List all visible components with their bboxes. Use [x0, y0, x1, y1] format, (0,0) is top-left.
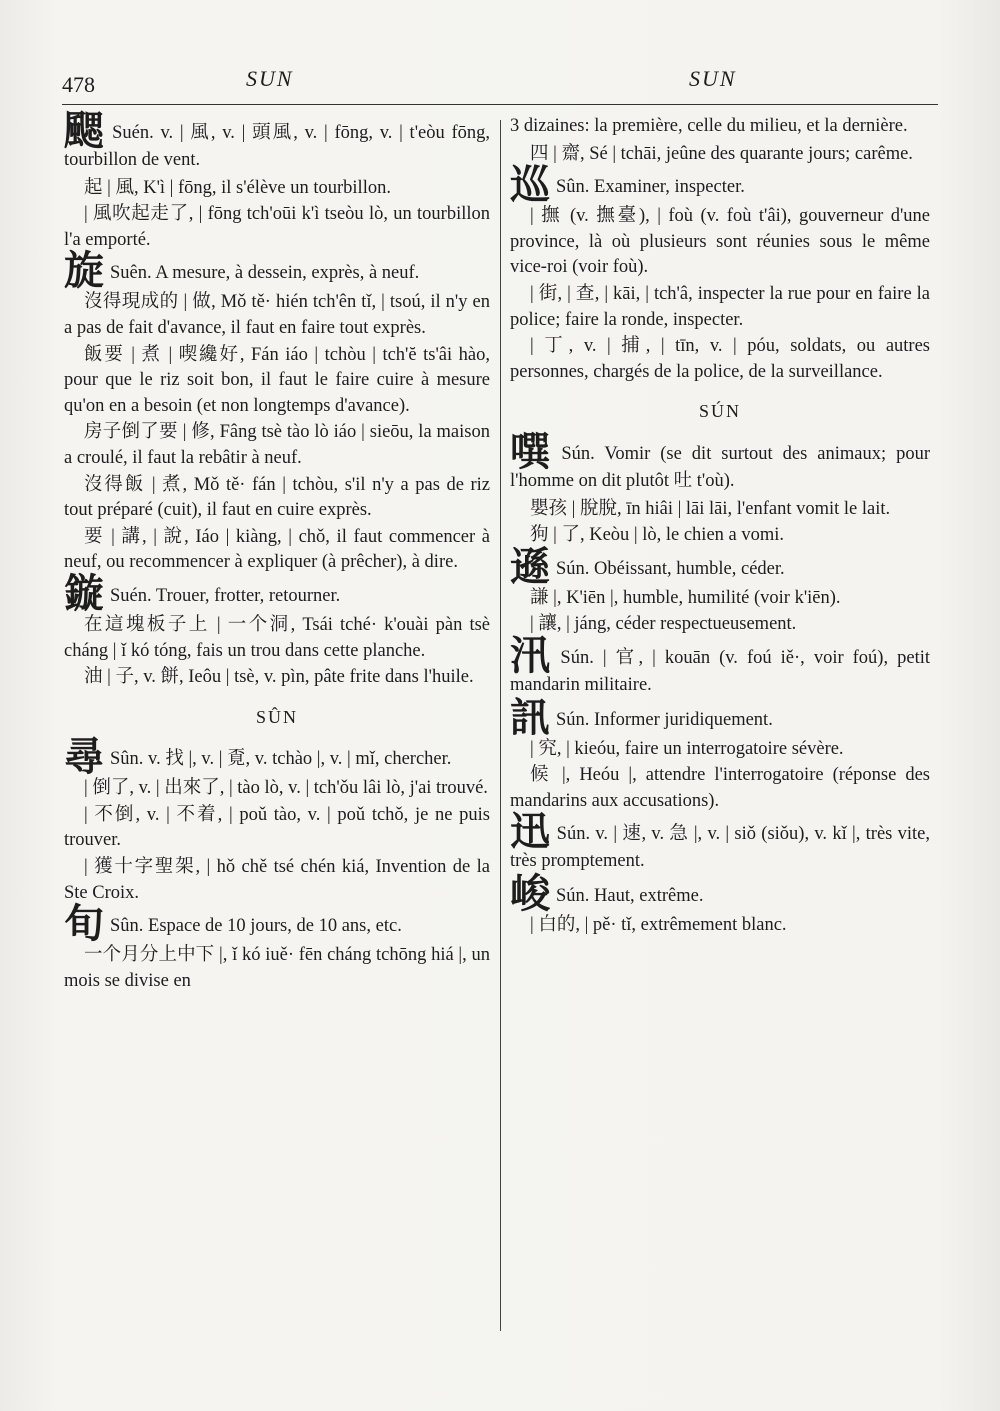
headword-character: 遜 [510, 543, 550, 590]
example-line: | 風吹起走了, | fōng tch'oūi k'ì tseòu lò, un tourbillon l'a emporté. [64, 204, 490, 250]
example-line: | 丁, v. | 捕, | tīn, v. | póu, soldats, ou autres personnes, chargés de la police, de la surveillance. [510, 336, 930, 382]
continued-text: 3 dizaines: la première, celle du milieu, et la dernière. [510, 116, 908, 136]
dictionary-entry [510, 543, 930, 590]
dictionary-entry [64, 248, 490, 295]
entry-definition: Sún. Obéissant, humble, céder. [556, 558, 785, 579]
headword-character: 訊 [510, 694, 550, 741]
dictionary-entry [510, 694, 930, 741]
example-line: 在這塊板子上 | 一个洞, Tsái tché· k'ouài pàn tsè cháng | ǐ kó tóng, fais un trou dans cette planche. [64, 614, 490, 661]
example-line: | 獲十字聖架, | hǒ chě tsé chén kiá, Invention de la Ste Croix. [64, 857, 490, 903]
headword-character: 颸 [64, 108, 107, 154]
page-header [62, 60, 940, 100]
entry-definition: Sûn. Examiner, inspecter. [556, 177, 745, 198]
headword-character: 汛 [510, 632, 555, 679]
section-heading: SÛN [255, 706, 298, 727]
entry-definition: Sún. v. | 速, v. 急 |, v. | siǒ (siǒu), v. kǐ |, très vite, très promptement. [510, 824, 931, 872]
entry-definition: Suén. v. | 風, v. | 頭風, v. | fōng, v. | t'eòu fōng, tourbillon de vent. [64, 123, 491, 170]
headword-character: 旋 [64, 248, 104, 295]
dictionary-entry [510, 428, 930, 495]
entry-definition: Sún. Haut, extrême. [556, 885, 704, 906]
example-line: 嬰孩 | 脫脫, īn hiâi | lāi lāi, l'enfant vomit le lait. [530, 498, 891, 519]
entry-definition: Sûn. Espace de 10 jours, de 10 ans, etc. [110, 916, 402, 937]
example-line: | 街, | 查, | kāi, | tch'â, inspecter la rue pour en faire la police; faire la ronde, inspecter. [510, 283, 930, 330]
example-line: 起 | 風, K'ì | fōng, il s'élève un tourbillon. [84, 177, 391, 198]
headword-character: 迅 [510, 809, 551, 856]
entry-definition: Sún. Informer juridiquement. [556, 709, 773, 730]
example-line: 飯要 | 煮 | 喫纔好, Fán iáo | tchòu | tch'ĕ ts'âi hào, pour que le riz soit bon, il faut le faire cuire à mesure qu'on en a besoin (et non longtemps d'avance). [64, 344, 490, 416]
entry-definition: Sún. | 官, | kouān (v. foú iě·, voir foú), petit mandarin militaire. [510, 647, 930, 695]
dictionary-entry [510, 162, 930, 209]
example-line: 謙 |, K'iēn |, humble, humilité (voir k'iēn). [530, 587, 841, 608]
example-line: 沒得飯 | 煮, Mǒ tě· fán | tchòu, s'il n'y a pas de riz tout préparé (cuit), il faut en cuire exprès. [64, 474, 490, 521]
example-line: | 倒了, v. | 出來了, | tào lò, v. | tch'ǒu lâi lò, j'ai trouvé. [84, 778, 488, 799]
running-head-left: SUN [246, 66, 294, 91]
example-line: 油 | 子, v. 餅, Ieôu | tsè, v. pìn, pâte frite dans l'huile. [84, 667, 474, 688]
running-head-right: SUN [689, 66, 737, 91]
example-line: 沒得現成的 | 做, Mǒ tě· hién tch'ên tǐ, | tsoú, il n'y en a pas de fait d'avance, il faut en faire tout exprès. [64, 292, 490, 338]
left-column [64, 108, 491, 995]
entry-definition: Suên. A mesure, à dessein, exprès, à neuf. [110, 263, 420, 284]
example-line: | 不倒, v. | 不着, | poǔ tào, v. | poǔ tchǒ, je ne puis trouver. [64, 804, 490, 851]
page-number: 478 [62, 72, 95, 97]
dictionary-entry [64, 570, 490, 617]
dictionary-entry [510, 809, 931, 875]
right-column [510, 114, 930, 939]
dictionary-entry [64, 734, 490, 781]
headword-character: 尋 [64, 734, 104, 781]
section-heading: SÚN [698, 401, 741, 422]
entry-definition: Suén. Trouer, frotter, retourner. [110, 585, 341, 606]
column-divider [500, 120, 501, 1331]
header-rule [62, 104, 938, 105]
entry-definition: Sún. Vomir (se dit surtout des animaux; pour l'homme on dit plutôt 吐 t'où). [510, 443, 930, 491]
example-line: 候 |, Heóu |, attendre l'interrogatoire (réponse des mandarins aux accusations). [510, 765, 930, 811]
entry-definition: Sûn. v. 找 |, v. | 覔, v. tchào |, v. | mǐ, chercher. [110, 749, 452, 770]
headword-character: 鏇 [64, 570, 104, 617]
headword-character: 巡 [510, 162, 550, 209]
example-line: 狗 | 了, Keòu | lò, le chien a vomi. [530, 525, 785, 546]
headword-character: 峻 [510, 870, 550, 917]
headword-character: 噀 [510, 428, 556, 475]
headword-character: 旬 [64, 901, 104, 948]
example-line: 四 | 齋, Sé | tchāi, jeûne des quarante jours; carême. [530, 143, 913, 164]
example-line: | 撫 (v. 撫臺), | foù (v. foù t'âi), gouverneur d'une province, là où plusieurs sont réunies sous le même vice-roi (voir foù). [510, 206, 930, 278]
example-line: | 究, | kieóu, faire un interrogatoire sévère. [530, 738, 844, 759]
dictionary-entry [64, 108, 491, 174]
dictionary-entry [510, 632, 930, 699]
dictionary-entry [64, 901, 490, 948]
example-line: 一个月分上中下 |, ǐ kó iuě· fēn cháng tchōng hiá |, un mois se divise en [64, 945, 490, 991]
dictionary-entry [510, 870, 930, 917]
example-line: 房子倒了要 | 修, Fâng tsè tào lò iáo | sieōu, la maison a croulé, il faut la rebâtir à neuf. [64, 422, 490, 468]
example-line: | 讓, | jáng, céder respectueusement. [530, 614, 797, 635]
example-line: 要 | 講, | 說, Iáo | kiàng, | chǒ, il faut commencer à neuf, ou recommencer à expliquer (à prêcher), à dire. [64, 526, 490, 573]
example-line: | 白的, | pě· tǐ, extrêmement blanc. [530, 914, 787, 935]
